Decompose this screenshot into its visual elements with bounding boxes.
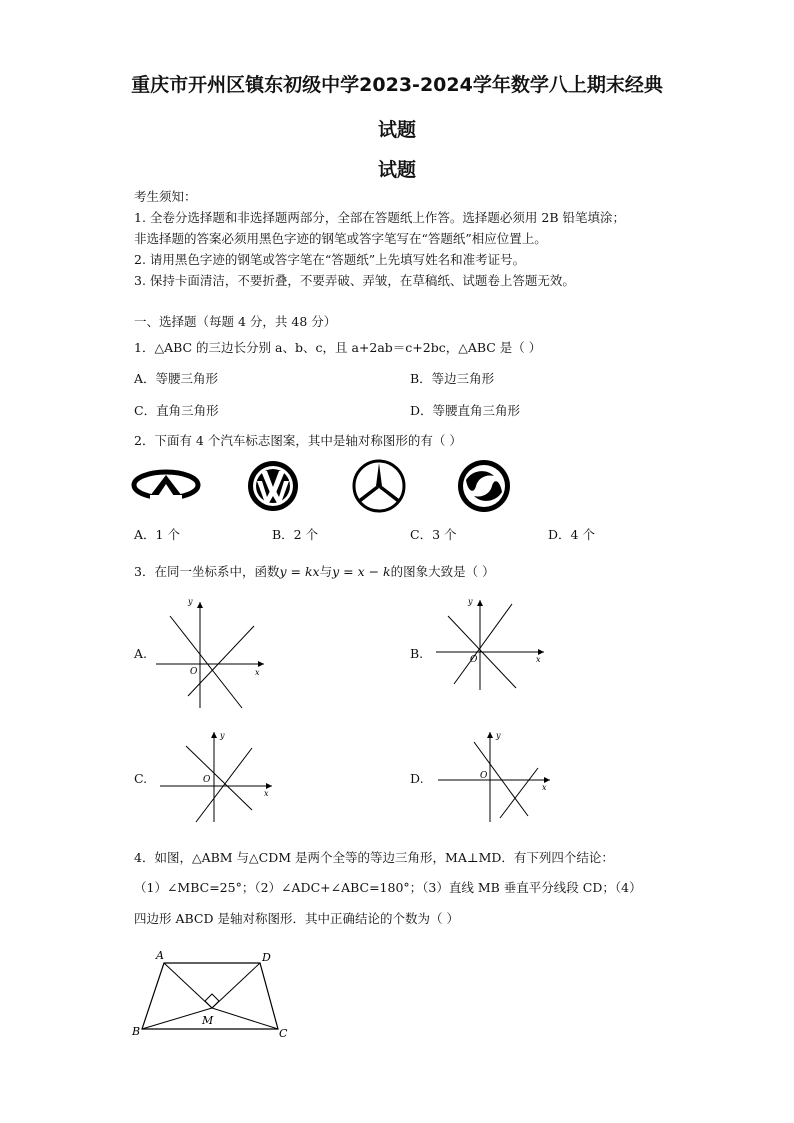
- vertex-c-label: C: [279, 1027, 288, 1040]
- question-3-option-c: C.: [134, 771, 148, 786]
- graph-a: [150, 596, 270, 710]
- question-1-stem: 1．△ABC 的三边长分别 a、b、c，且 a+2ab＝c+2bc，△ABC 是（ ）: [134, 340, 542, 355]
- vertex-a-label: A: [156, 949, 164, 962]
- question-4-line-2: （1）∠MBC=25°；（2）∠ADC+∠ABC=180°；（3）直线 MB 垂直平分线段 CD；（4）: [134, 880, 642, 895]
- axis-y-label: y: [468, 597, 473, 606]
- question-3-option-b: B.: [410, 646, 424, 661]
- notice-item-1-cont: 非选择题的答案必须用黑色字迹的钢笔或答字笔写在“答题纸”相应位置上。: [134, 231, 547, 246]
- notice-heading: 考生须知：: [134, 189, 197, 204]
- origin-label: O: [480, 771, 488, 781]
- origin-label: O: [203, 775, 211, 785]
- question-3-option-a: A.: [134, 646, 148, 661]
- question-4-line-3: 四边形 ABCD 是轴对称图形．其中正确结论的个数为（ ）: [134, 911, 459, 926]
- notice-item-3: 3. 保持卡面清洁，不要折叠，不要弄破、弄皱，在草稿纸、试题卷上答题无效。: [134, 273, 575, 288]
- question-3-stem: [134, 562, 495, 580]
- document-title-line2: 试题: [377, 119, 416, 141]
- origin-label: O: [470, 655, 478, 665]
- question-3-stem-end: 的图象大致是（ ）: [390, 564, 495, 579]
- mercedes-logo-icon: [351, 459, 407, 513]
- document-title: 重庆市开州区镇东初级中学2023-2024学年数学八上期末经典: [131, 74, 663, 96]
- question-2-option-b: B．2 个: [272, 527, 319, 542]
- volkswagen-logo-icon: [246, 459, 300, 513]
- axis-x-label: x: [542, 783, 547, 792]
- notice-item-1: 1. 全卷分选择题和非选择题两部分，全部在答题纸上作答。选择题必须用 2B 铅笔填涂；: [134, 210, 625, 225]
- document-subtitle: 试题: [377, 159, 416, 181]
- question-1-option-c: C．直角三角形: [134, 403, 219, 418]
- axis-x-label: x: [536, 655, 541, 664]
- question-4-figure: [128, 945, 296, 1045]
- question-3-stem-start: 3．在同一坐标系中，函数: [134, 564, 280, 579]
- function-2: y = x − k: [332, 564, 391, 579]
- dongfeng-logo-icon: [456, 458, 512, 514]
- vertex-b-label: B: [132, 1025, 141, 1038]
- section-heading: 一、选择题（每题 4 分，共 48 分）: [134, 314, 337, 329]
- question-1-option-b: B．等边三角形: [410, 371, 495, 386]
- axis-y-label: y: [220, 731, 225, 740]
- question-3-stem-mid: 与: [319, 564, 333, 579]
- notice-item-2: 2. 请用黑色字迹的钢笔或答字笔在“答题纸”上先填写姓名和准考证号。: [134, 252, 526, 267]
- graph-c: [156, 728, 276, 824]
- axis-x-label: x: [255, 668, 260, 677]
- question-2-option-c: C．3 个: [410, 527, 457, 542]
- axis-x-label: x: [264, 789, 269, 798]
- origin-label: O: [190, 667, 198, 677]
- function-1: y = kx: [279, 564, 320, 579]
- graph-b: [430, 596, 550, 692]
- infiniti-logo-icon: [130, 466, 202, 504]
- question-1-option-a: A．等腰三角形: [134, 371, 219, 386]
- question-4-line-1: 4．如图，△ABM 与△CDM 是两个全等的等边三角形，MA⊥MD．有下列四个结论：: [134, 850, 614, 865]
- question-2-option-a: A．1 个: [134, 527, 180, 542]
- graph-d: [434, 728, 554, 824]
- vertex-m-label: M: [202, 1014, 214, 1027]
- question-1-option-d: D．等腰直角三角形: [410, 403, 521, 418]
- question-2-option-d: D．4 个: [548, 527, 595, 542]
- axis-y-label: y: [188, 597, 193, 606]
- axis-y-label: y: [496, 731, 501, 740]
- question-2-stem: 2．下面有 4 个汽车标志图案，其中是轴对称图形的有（ ）: [134, 433, 462, 448]
- question-3-option-d: D.: [410, 771, 424, 786]
- vertex-d-label: D: [262, 951, 271, 964]
